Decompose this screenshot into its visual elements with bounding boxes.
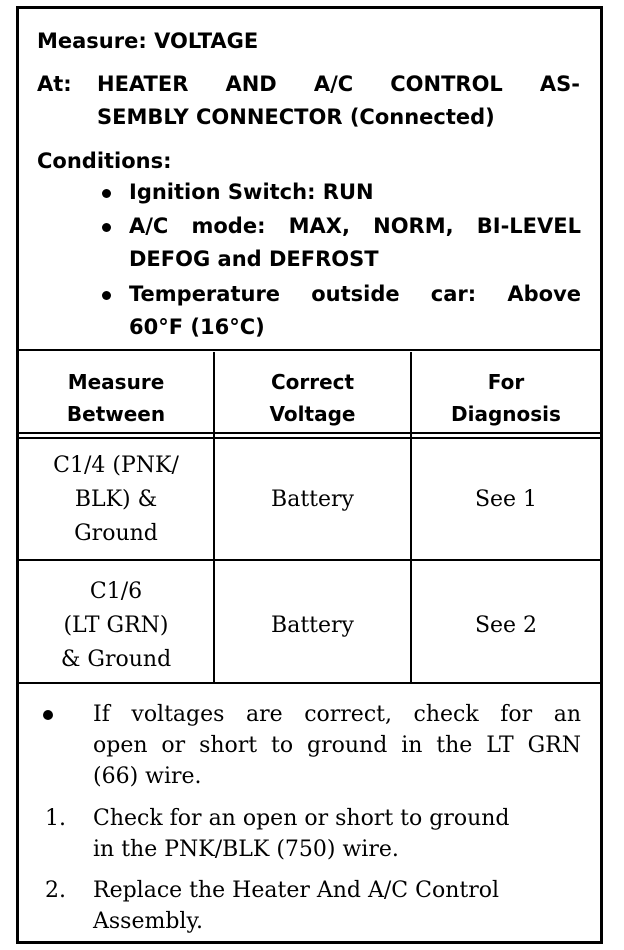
condition-ac-mode-line-2: DEFOG and DEFROST (129, 247, 379, 271)
table-row-1-diagnosis: See 1 (474, 487, 538, 512)
at-label: At: (37, 72, 72, 96)
at-line-1: HEATER AND A/C CONTROL AS- (97, 72, 580, 96)
at-line-2: SEMBLY CONNECTOR (Connected) (97, 105, 495, 129)
column-header-measure-between: Measure Between (66, 370, 166, 426)
table-row-2-diagnosis: See 2 (474, 613, 538, 638)
column-header-for-diagnosis: For Diagnosis (451, 370, 561, 426)
table-row-2-voltage: Battery (271, 613, 354, 638)
measure-value: VOLTAGE (154, 29, 259, 53)
bullet-icon (102, 291, 111, 300)
note-marker: 1. (45, 806, 66, 831)
condition-ignition: Ignition Switch: RUN (129, 180, 374, 204)
diagnostic-chart-frame: Measure: VOLTAGE At: HEATER AND A/C CONTROL AS- SEMBLY CONNECTOR (Connected) Conditions: Ignition Switch: RUN A/C mode: MAX, NORM, BI-LEVEL DEFOG and DEFROST Temperature outside car: Above 60°F (16°C) Measure Between Correct Voltage For Diagnosis C1/4 (PNK/ BLK) & Ground Battery See 1 C1/6 (LT GRN) & Ground Battery See 2 If voltages are correct, check for an open or short to ground in the LT GRN (66) wire. 1. Check for an open or short to ground in the PNK/BLK (750) wire. 2. Replace the Heater And A/C Control Assembly. (16, 6, 603, 944)
note-marker: 2. (45, 878, 66, 903)
column-header-correct-voltage: Correct Voltage (269, 370, 356, 426)
table-row-1-between: C1/4 (PNK/ BLK) & Ground (53, 453, 179, 546)
table-row-2-between: C1/6 (LT GRN) & Ground (60, 579, 172, 672)
condition-ac-mode-line-1: A/C mode: MAX, NORM, BI-LEVEL (129, 214, 581, 238)
conditions-label: Conditions: (37, 149, 172, 173)
bullet-icon (43, 710, 53, 720)
bullet-icon (102, 189, 111, 198)
divider (19, 349, 600, 351)
table-row-1-voltage: Battery (271, 487, 354, 512)
bullet-icon (102, 223, 111, 232)
condition-temperature-line-2: 60°F (16°C) (129, 315, 265, 339)
condition-temperature-line-1: Temperature outside car: Above (129, 282, 581, 306)
measure-label: Measure: (37, 29, 147, 53)
chart-header (19, 9, 600, 349)
measure-line (37, 29, 258, 53)
